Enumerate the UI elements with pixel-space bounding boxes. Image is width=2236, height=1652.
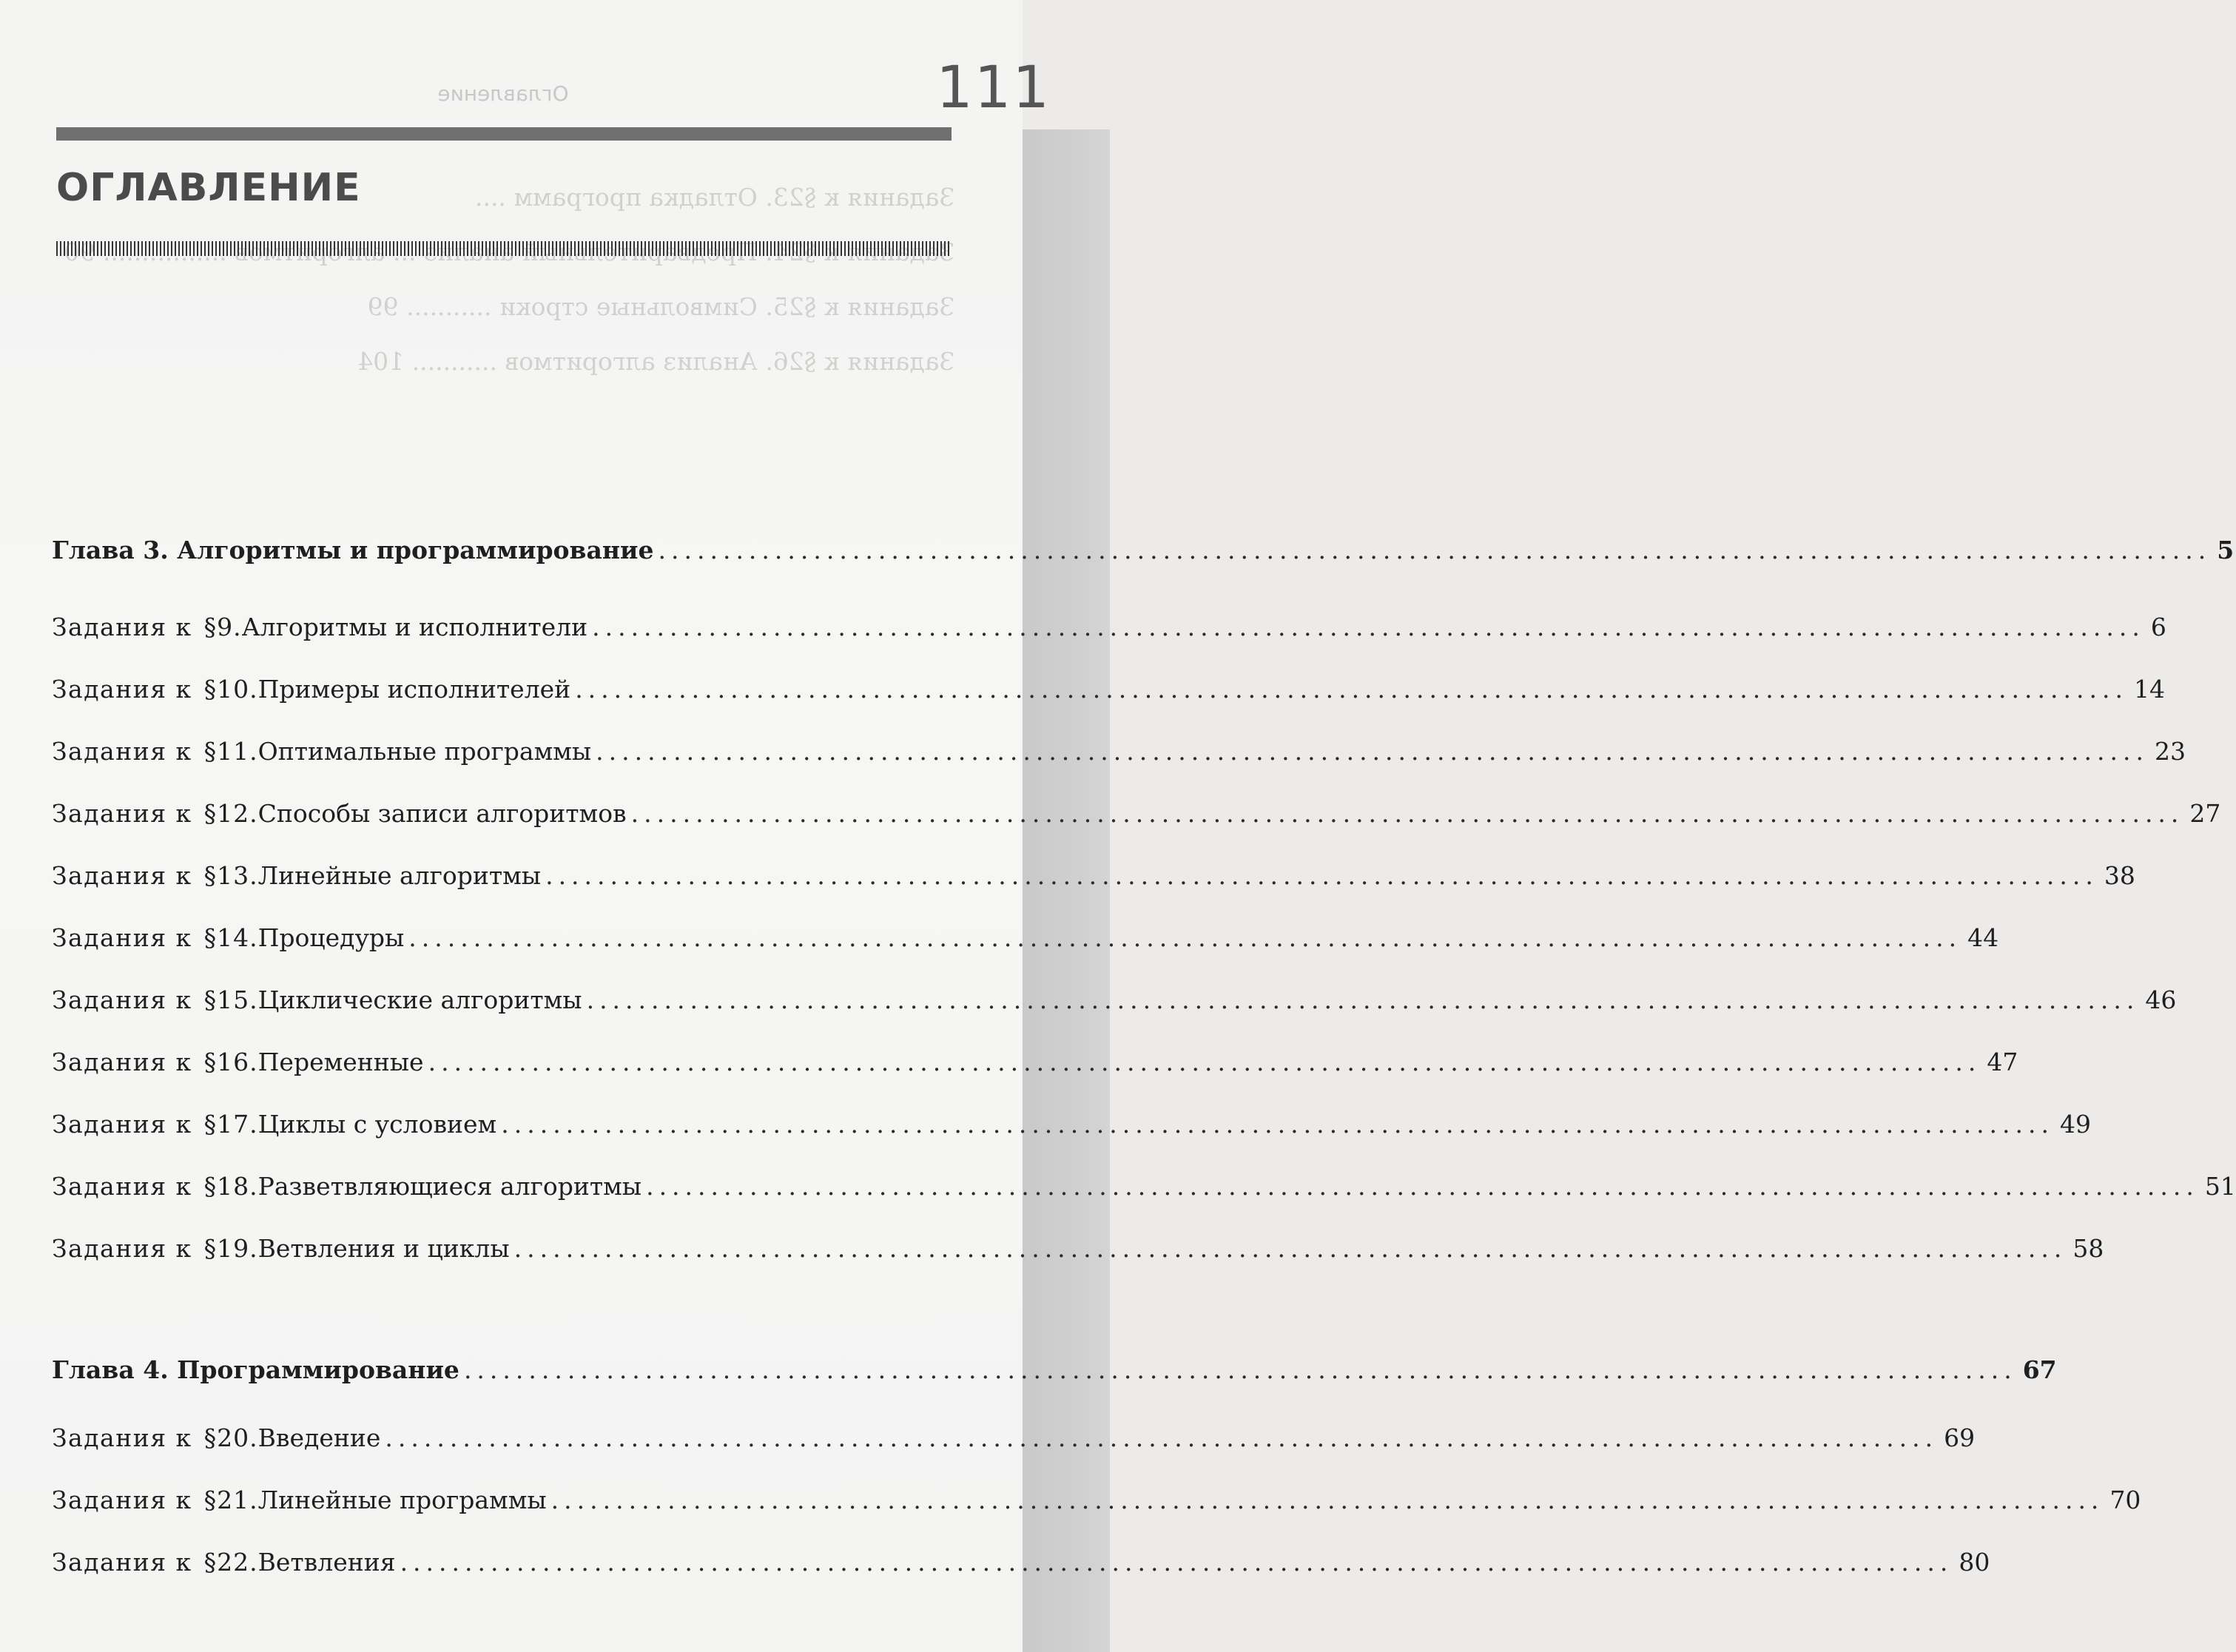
dot-leader: ........................................................................................................................ [463, 1355, 2017, 1384]
entry-title: Линейные программы [257, 1486, 547, 1514]
chapter-page: 67 [2022, 1355, 2057, 1384]
entry-title: Ветвления [257, 1548, 396, 1577]
entry-prefix: Задания к [52, 861, 192, 890]
entry-section: §22. [203, 1548, 258, 1577]
dot-leader: ........................................................................................................................ [646, 1172, 2199, 1201]
entry-title: Линейные алгоритмы [257, 861, 542, 890]
dot-leader: ........................................................................................................................ [630, 799, 2184, 828]
entry-prefix: Задания к [52, 1548, 192, 1577]
entry-page: 44 [1967, 923, 1999, 952]
entry-title: Переменные [257, 1048, 424, 1076]
entry-prefix: Задания к [52, 923, 192, 952]
entry-page: 38 [2104, 861, 2135, 890]
entry-prefix: Задания к [52, 1486, 192, 1514]
entry-title: Разветвляющиеся алгоритмы [257, 1172, 642, 1201]
toc-chapter-4 [52, 1354, 2057, 1386]
entry-page: 6 [2150, 613, 2166, 641]
toc-entry [52, 735, 2186, 768]
entry-prefix: Задания к [52, 737, 192, 766]
toc-entry [52, 1484, 2141, 1517]
dot-leader: ........................................................................................................................ [408, 923, 1962, 952]
dot-leader: ........................................................................................................................ [596, 737, 2149, 766]
dot-leader: ........................................................................................................................ [513, 1234, 2067, 1263]
entry-page: 51 [2204, 1172, 2236, 1201]
entry-prefix: Задания к [52, 613, 192, 641]
entry-page: 23 [2154, 737, 2186, 766]
bleed-through-text [52, 170, 954, 389]
entry-section: §13. [203, 861, 258, 890]
dot-leader: ........................................................................................................................ [575, 675, 2128, 704]
dot-leader: ........................................................................................................................ [400, 1548, 1953, 1577]
entry-section: §12. [203, 799, 258, 828]
entry-title: Циклические алгоритмы [257, 985, 582, 1014]
top-rule [56, 127, 952, 141]
entry-section: §15. [203, 985, 258, 1014]
entry-page: 14 [2133, 675, 2165, 704]
entry-page: 70 [2109, 1486, 2141, 1514]
entry-title: Процедуры [257, 923, 405, 952]
entry-section: §17. [203, 1110, 258, 1139]
entry-title: Алгоритмы и исполнители [241, 613, 588, 641]
entry-title: Способы записи алгоритмов [257, 799, 627, 828]
entry-prefix: Задания к [52, 1423, 192, 1452]
toc-entry [52, 798, 2221, 830]
chapter-page: 5 [2217, 536, 2235, 564]
entry-prefix: Задания к [52, 1048, 192, 1076]
toc-entry [52, 1233, 2104, 1265]
entry-page: 69 [1944, 1423, 1976, 1452]
entry-section: §21. [203, 1486, 258, 1514]
toc-chapter-3 [52, 534, 2235, 567]
entry-prefix: Задания к [52, 985, 192, 1014]
entry-page: 58 [2072, 1234, 2104, 1263]
dot-leader: ........................................................................................................................ [545, 861, 2098, 890]
entry-title: Примеры исполнителей [257, 675, 571, 704]
bleed-through-line: Задания к §25. Символьные строки ........... 99 [367, 292, 954, 321]
entry-prefix: Задания к [52, 1110, 192, 1139]
page-title: ОГЛАВЛЕНИЕ [56, 166, 361, 210]
entry-section: §11. [203, 737, 258, 766]
chapter-title: Глава 3. Алгоритмы и программирование [52, 536, 654, 564]
entry-section: §16. [203, 1048, 258, 1076]
toc-entry [52, 1422, 1976, 1454]
bleed-through-line: Задания к §23. Отладка программ .... [474, 183, 954, 212]
page-number: 111 [936, 55, 1051, 121]
dot-leader: ........................................................................................................................ [586, 985, 2140, 1014]
bleed-through-line: Задания к §26. Анализ алгоритмов ........... 104 [357, 347, 954, 376]
entry-section: §10. [203, 675, 258, 704]
entry-prefix: Задания к [52, 675, 192, 704]
dot-leader: ........................................................................................................................ [658, 536, 2212, 564]
entry-page: 49 [2060, 1110, 2092, 1139]
toc-entry [52, 1546, 1990, 1579]
bleed-through-header: Оглавление [437, 81, 569, 106]
entry-prefix: Задания к [52, 1234, 192, 1263]
entry-section: §19. [203, 1234, 258, 1263]
entry-prefix: Задания к [52, 799, 192, 828]
entry-title: Введение [257, 1423, 381, 1452]
entry-page: 27 [2189, 799, 2221, 828]
bleed-through-line: Задания к §24. Предварительный анализ ... алгоритмов ................ 90 [64, 237, 954, 266]
dot-leader: ........................................................................................................................ [385, 1423, 1939, 1452]
entry-page: 46 [2145, 985, 2177, 1014]
entry-title: Ветвления и циклы [257, 1234, 510, 1263]
toc-entry [52, 984, 2177, 1017]
entry-page: 80 [1959, 1548, 1990, 1577]
toc-entry [52, 1108, 2092, 1141]
dot-leader: ........................................................................................................................ [550, 1486, 2104, 1514]
entry-section: §9. [203, 613, 242, 641]
entry-section: §14. [203, 923, 258, 952]
toc-entry [52, 611, 2166, 644]
entry-section: §20. [203, 1423, 258, 1452]
chapter-title: Глава 4. Программирование [52, 1355, 459, 1384]
dot-leader: ........................................................................................................................ [592, 613, 2145, 641]
entry-prefix: Задания к [52, 1172, 192, 1201]
entry-section: §18. [203, 1172, 258, 1201]
toc-entry [52, 1046, 2018, 1079]
entry-page: 47 [1987, 1048, 2018, 1076]
toc-entry [52, 922, 1999, 954]
toc-entry [52, 1170, 2236, 1203]
dot-leader: ........................................................................................................................ [428, 1048, 1981, 1076]
entry-title: Циклы с условием [257, 1110, 497, 1139]
toc-entry [52, 860, 2135, 892]
dot-leader: ........................................................................................................................ [501, 1110, 2055, 1139]
entry-title: Оптимальные программы [257, 737, 592, 766]
toc-entry [52, 673, 2165, 706]
